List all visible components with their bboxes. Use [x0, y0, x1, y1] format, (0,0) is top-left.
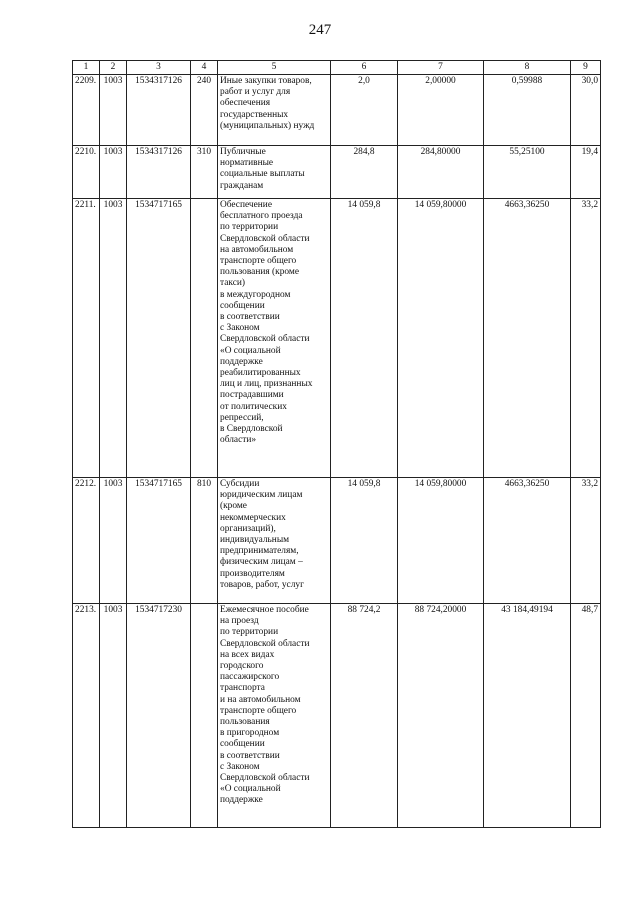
adjusted-amount: 88 724,20000 [398, 604, 484, 828]
column-header-6: 6 [331, 61, 398, 75]
execution-percent: 48,7 [571, 604, 601, 828]
section-code: 1003 [100, 199, 127, 478]
row-number: 2213. [73, 604, 100, 828]
table-row [73, 199, 601, 478]
expense-type-code [191, 604, 218, 828]
expense-type-code: 310 [191, 146, 218, 199]
row-number: 2211. [73, 199, 100, 478]
target-article-code: 1534717230 [127, 604, 191, 828]
page-number: 247 [308, 22, 332, 38]
budget-table [72, 60, 601, 828]
table-row [73, 146, 601, 199]
execution-percent: 19,4 [571, 146, 601, 199]
expense-description: Иные закупки товаров, работ и услуг для обеспечения государственных (муниципальных) нужд [218, 75, 331, 146]
executed-amount: 0,59988 [484, 75, 571, 146]
row-number: 2212. [73, 478, 100, 604]
executed-amount: 43 184,49194 [484, 604, 571, 828]
table-row [73, 75, 601, 146]
executed-amount: 55,25100 [484, 146, 571, 199]
expense-description: Публичные нормативные социальные выплаты гражданам [218, 146, 331, 199]
adjusted-amount: 2,00000 [398, 75, 484, 146]
column-header-9: 9 [571, 61, 601, 75]
expense-type-code [191, 199, 218, 478]
adjusted-amount: 14 059,80000 [398, 199, 484, 478]
column-header-8: 8 [484, 61, 571, 75]
expense-description: Ежемесячное пособие на проезд по территории Свердловской области на всех видах городского пассажирского транспорта и на автомобильном транспорте общего пользования в пригородном сообщении в соответствии с Законом Свердловской области «О социальной поддержке [218, 604, 331, 828]
execution-percent: 33,2 [571, 478, 601, 604]
row-number: 2210. [73, 146, 100, 199]
table-row [73, 478, 601, 604]
adjusted-amount: 14 059,80000 [398, 478, 484, 604]
adjusted-amount: 284,80000 [398, 146, 484, 199]
planned-amount: 284,8 [331, 146, 398, 199]
expense-type-code: 810 [191, 478, 218, 604]
row-number: 2209. [73, 75, 100, 146]
column-header-5: 5 [218, 61, 331, 75]
expense-description: Обеспечение бесплатного проезда по территории Свердловской области на автомобильном транспорте общего пользования (кроме такси) в междугородном сообщении в соответствии с Законом Свердловской области «О социальной поддержке реабилитированных лиц и лиц, признанных пострадавшими от политических репрессий, в Свердловской области» [218, 199, 331, 478]
table-row [73, 604, 601, 828]
planned-amount: 14 059,8 [331, 199, 398, 478]
planned-amount: 14 059,8 [331, 478, 398, 604]
column-header-1: 1 [73, 61, 100, 75]
planned-amount: 88 724,2 [331, 604, 398, 828]
expense-description: Субсидии юридическим лицам (кроме некоммерческих организаций), индивидуальным предпринимателям, физическим лицам – производителям товаров, работ, услуг [218, 478, 331, 604]
column-header-2: 2 [100, 61, 127, 75]
planned-amount: 2,0 [331, 75, 398, 146]
expense-type-code: 240 [191, 75, 218, 146]
executed-amount: 4663,36250 [484, 478, 571, 604]
section-code: 1003 [100, 75, 127, 146]
target-article-code: 1534317126 [127, 75, 191, 146]
column-header-3: 3 [127, 61, 191, 75]
executed-amount: 4663,36250 [484, 199, 571, 478]
section-code: 1003 [100, 478, 127, 604]
target-article-code: 1534317126 [127, 146, 191, 199]
execution-percent: 33,2 [571, 199, 601, 478]
header-row [73, 61, 601, 75]
execution-percent: 30,0 [571, 75, 601, 146]
section-code: 1003 [100, 146, 127, 199]
column-header-7: 7 [398, 61, 484, 75]
target-article-code: 1534717165 [127, 199, 191, 478]
column-header-4: 4 [191, 61, 218, 75]
section-code: 1003 [100, 604, 127, 828]
target-article-code: 1534717165 [127, 478, 191, 604]
